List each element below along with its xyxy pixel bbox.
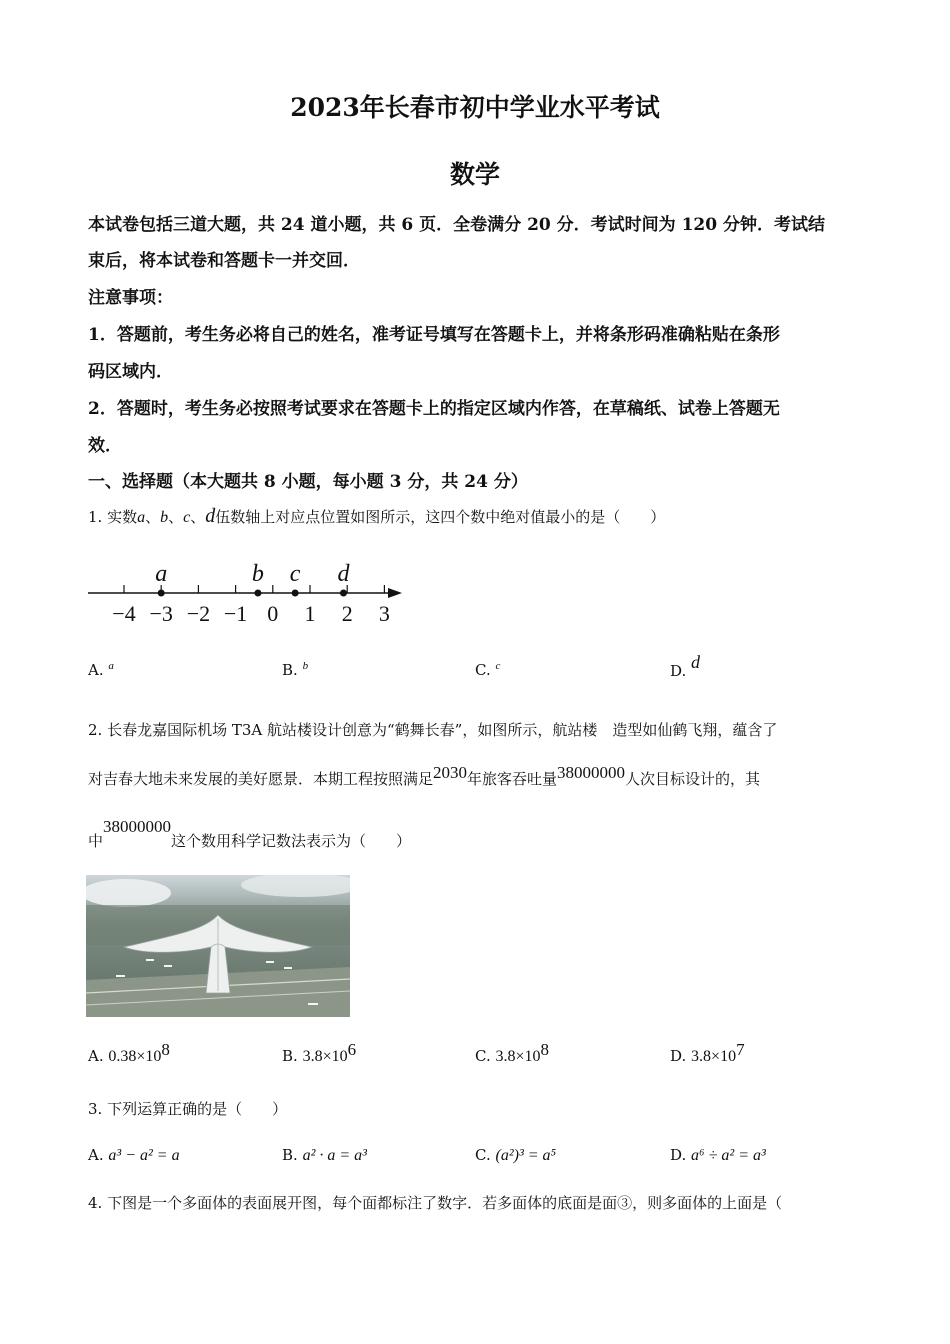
notice-1-line-2: 码区域内． xyxy=(88,362,173,382)
q1-option-a xyxy=(88,660,114,679)
q1-var-c: c xyxy=(183,509,191,526)
q2-option-b-letter: B. xyxy=(282,1047,298,1065)
q3-option-c-expr: (a²)³ = a⁵ xyxy=(495,1147,557,1164)
q2-option-a-exp: 8 xyxy=(161,1040,170,1059)
number-line-tick-label: 2 xyxy=(341,601,353,626)
number-line-tick-label: −1 xyxy=(223,601,248,626)
q1-option-c-letter: C. xyxy=(475,661,491,679)
q2-option-b-exp: 6 xyxy=(347,1040,357,1059)
number-line-point-c xyxy=(292,590,299,597)
q3-option-c xyxy=(475,1146,556,1165)
q2-option-c-base: 3.8×10 xyxy=(495,1048,541,1065)
q1-sep-2: 、 xyxy=(168,508,184,526)
q2-line-2 xyxy=(88,763,761,789)
q1-option-b xyxy=(282,660,308,679)
intro-line-1: 本试卷包括三道大题，共 24 道小题，共 6 页．全卷满分 20 分．考试时间为 120 分钟．考试结 xyxy=(88,215,825,235)
q3-option-c-letter: C. xyxy=(475,1146,491,1164)
number-line-tick-label: −3 xyxy=(149,601,173,626)
notice-2-line-1: 2．答题时，考生务必按照考试要求在答题卡上的指定区域内作答，在草稿纸、试卷上答题无 xyxy=(88,399,780,419)
q1-sep-3: 、 xyxy=(190,508,206,526)
q2-option-b xyxy=(282,1040,356,1066)
q1-option-d-value: d xyxy=(691,652,701,672)
q2-option-a xyxy=(88,1040,170,1066)
number-line-point-label-c: c xyxy=(289,561,301,587)
q2-option-a-base: 0.38×10 xyxy=(108,1048,162,1065)
q1-prefix: 1. 实数 xyxy=(88,508,138,526)
q1-sep-1: 、 xyxy=(145,508,161,526)
q2-option-c xyxy=(475,1040,549,1066)
notice-2-line-2: 效． xyxy=(88,436,122,456)
q2-year: 2030 xyxy=(433,763,468,782)
q1-var-d: d xyxy=(205,505,216,527)
q1-var-a: a xyxy=(137,509,146,526)
subject-title: 数学 xyxy=(449,160,500,189)
q2-number: 38000000 xyxy=(103,817,172,836)
q1-option-b-value: b xyxy=(302,660,309,672)
number-line-tick-label: 3 xyxy=(378,601,390,626)
q1-option-d xyxy=(670,652,701,681)
section-1-heading: 一、选择题（本大题共 8 小题，每小题 3 分，共 24 分） xyxy=(88,472,528,492)
q2-option-c-exp: 8 xyxy=(540,1040,550,1059)
number-line-arrow xyxy=(388,588,402,598)
q3-option-b-letter: B. xyxy=(282,1146,298,1164)
q4-stem: 4. 下图是一个多面体的表面展开图，每个面都标注了数字．若多面体的底面是面③，则多面体的上面是（ xyxy=(88,1194,783,1212)
q3-option-d xyxy=(670,1146,766,1165)
number-line-point-label-d: d xyxy=(337,561,350,587)
q1-option-c-value: c xyxy=(495,660,501,672)
q1-option-a-value: a xyxy=(108,660,114,672)
number-line-point-d xyxy=(340,590,347,597)
q2-option-d-letter: D. xyxy=(670,1047,687,1065)
q2-option-b-base: 3.8×10 xyxy=(302,1048,348,1065)
number-line-tick-label: −2 xyxy=(186,601,211,626)
q2-option-d-exp: 7 xyxy=(736,1040,745,1059)
q1-option-d-letter: D. xyxy=(670,662,687,680)
q3-option-d-expr: a⁶ ÷ a² = a³ xyxy=(691,1147,766,1164)
airport-terminal-photo xyxy=(86,875,350,1017)
exam-title: 2023年长春市初中学业水平考试 xyxy=(290,93,660,122)
q2-option-d-base: 3.8×10 xyxy=(691,1048,737,1065)
q3-option-b xyxy=(282,1146,367,1165)
q3-stem: 3. 下列运算正确的是（ ） xyxy=(88,1100,288,1118)
q1-suffix: 伍数轴上对应点位置如图所示，这四个数中绝对值最小的是（ ） xyxy=(215,508,666,526)
number-line-point-label-a: a xyxy=(155,561,168,587)
q1-var-b: b xyxy=(160,509,169,526)
q1-option-a-letter: A. xyxy=(88,661,104,679)
q2-option-d xyxy=(670,1040,745,1066)
q3-option-a-letter: A. xyxy=(88,1146,104,1164)
number-line-point-label-b: b xyxy=(251,561,264,587)
q3-option-a-expr: a³ − a² = a xyxy=(108,1147,180,1164)
q1-option-c xyxy=(475,660,500,679)
intro-line-2: 束后，将本试卷和答题卡一并交回． xyxy=(88,251,360,271)
q2-option-a-letter: A. xyxy=(88,1047,104,1065)
q2-option-c-letter: C. xyxy=(475,1047,491,1065)
q3-option-b-expr: a² · a = a³ xyxy=(302,1147,367,1164)
number-line-tick-label: 1 xyxy=(304,601,316,626)
q1-stem xyxy=(88,505,665,528)
number-line-figure xyxy=(80,555,410,635)
number-line-point-a xyxy=(158,590,165,597)
notice-heading: 注意事项： xyxy=(88,288,173,308)
number-line-tick-label: 0 xyxy=(267,601,279,626)
q2-line-2-b: 年旅客吞吐量 xyxy=(467,770,558,788)
q2-line-3 xyxy=(88,817,412,851)
q2-passengers: 38000000 xyxy=(557,763,626,782)
q3-option-a xyxy=(88,1146,180,1165)
q2-line-1: 2. 长春龙嘉国际机场 T3A 航站楼设计创意为“鹤舞长春”，如图所示，航站楼 造型如仙鹤飞翔，蕴含了 xyxy=(88,721,778,739)
q2-line-3-a: 中 xyxy=(88,832,104,850)
number-line-point-b xyxy=(254,590,261,597)
q2-line-2-c: 人次目标设计的，其 xyxy=(625,770,761,788)
q2-line-2-a: 对吉春大地未来发展的美好愿景．本期工程按照满足 xyxy=(88,770,434,788)
q1-option-b-letter: B. xyxy=(282,661,298,679)
notice-1-line-1: 1．答题前，考生务必将自己的姓名，准考证号填写在答题卡上，并将条形码准确粘贴在条形 xyxy=(88,325,780,345)
number-line-tick-label: −4 xyxy=(112,601,136,626)
q3-option-d-letter: D. xyxy=(670,1146,687,1164)
q2-line-3-b: 这个数用科学记数法表示为（ ） xyxy=(171,832,412,850)
